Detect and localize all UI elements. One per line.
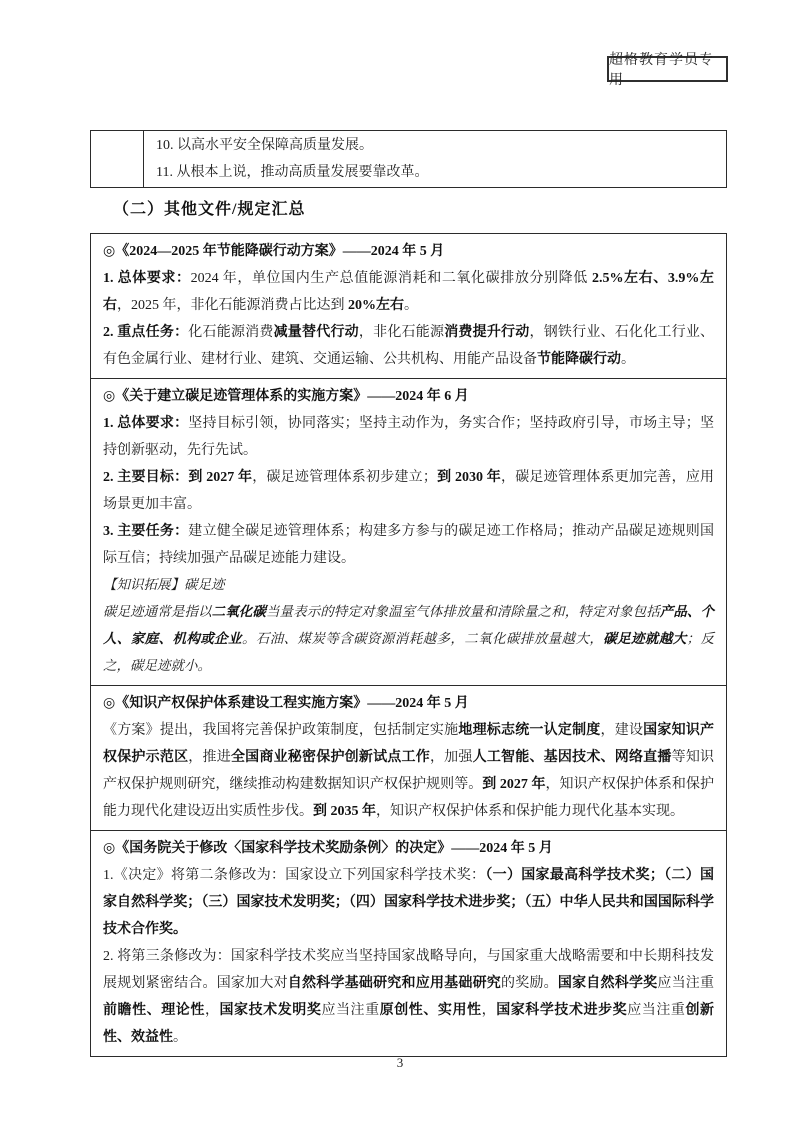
table-row: 10. 以高水平安全保障高质量发展。 [156, 138, 373, 153]
top-table-content-cell [144, 131, 726, 187]
header-badge [607, 53, 728, 88]
doc-paragraph: 1. 总体要求：坚持目标引领，协同落实；坚持主动作为，务实合作；坚持政府引导，市场主导；坚持创新驱动，先行先试。 [103, 416, 715, 458]
doc-paragraph: 1. 总体要求：2024 年，单位国内生产总值能源消耗和二氧化碳排放分别降低 2.5%左右、3.9%左右，2025 年，非化石能源消费占比达到 20%左右。 [103, 271, 715, 313]
doc-section-title: ◎《知识产权保护体系建设工程实施方案》——2024 年 5 月 [103, 696, 469, 711]
doc-paragraph: 2. 主要目标：到 2027 年，碳足迹管理体系初步建立；到 2030 年，碳足迹管理体系更加完善，应用场景更加丰富。 [103, 470, 715, 512]
doc-paragraph: 《方案》提出，我国将完善保护政策制度，包括制定实施地理标志统一认定制度，建设国家知识产权保护示范区，推进全国商业秘密保护创新试点工作，加强人工智能、基因技术、网络直播等知识产权保护规则研究，继续推动构建数据知识产权保护规则等。到 2027 年，知识产权保护体系和保护能力现代化建设迈出实质性步伐。到 2035 年，知识产权保护体系和保护能力现代化基本实现。 [103, 723, 715, 819]
doc-paragraph: 2. 将第三条修改为：国家科学技术奖应当坚持国家战略导向，与国家重大战略需要和中长期科技发展规划紧密结合。国家加大对自然科学基础研究和应用基础研究的奖励。国家自然科学奖应当注重前瞻性、理论性，国家技术发明奖应当注重原创性、实用性，国家科学技术进步奖应当注重创新性、效益性。 [103, 949, 715, 1045]
knowledge-note-title: 【知识拓展】碳足迹 [103, 577, 225, 593]
doc-paragraph: 1.《决定》将第二条修改为：国家设立下列国家科学技术奖：（一）国家最高科学技术奖；（二）国家自然科学奖；（三）国家技术发明奖；（四）国家科学技术进步奖；（五）中华人民共和国国际科学技术合作奖。 [103, 868, 715, 937]
doc-section-title: ◎《国务院关于修改〈国家科学技术奖励条例〉的决定》——2024 年 5 月 [103, 841, 553, 856]
doc-section-ip-protection [91, 686, 726, 831]
doc-section-title: ◎《关于建立碳足迹管理体系的实施方案》——2024 年 6 月 [103, 389, 469, 404]
table-row: 11. 从根本上说，推动高质量发展要靠改革。 [156, 165, 429, 180]
knowledge-note-body: 碳足迹通常是指以二氧化碳当量表示的特定对象温室气体排放量和清除量之和，特定对象包括产品、个人、家庭、机构或企业。石油、煤炭等含碳资源消耗越多，二氧化碳排放量越大，碳足迹就越大；反之，碳足迹就小。 [103, 604, 715, 674]
doc-paragraph: 2. 重点任务：化石能源消费减量替代行动，非化石能源消费提升行动，钢铁行业、石化化工行业、有色金属行业、建材行业、建筑、交通运输、公共机构、用能产品设备节能降碳行动。 [103, 325, 715, 367]
header-badge-text: 超格教育学员专用 [609, 53, 714, 88]
doc-section-title: ◎《2024—2025 年节能降碳行动方案》——2024 年 5 月 [103, 244, 445, 259]
doc-paragraph: 3. 主要任务：建立健全碳足迹管理体系；构建多方参与的碳足迹工作格局；推动产品碳足迹规则国际互信；持续加强产品碳足迹能力建设。 [103, 524, 715, 566]
page-number: 3 [396, 1055, 404, 1070]
top-table-left-cell [91, 131, 144, 187]
doc-section-carbon-footprint [91, 379, 726, 686]
top-table [90, 130, 727, 188]
doc-section-sci-tech-awards [91, 831, 726, 1056]
section-heading: （二）其他文件/规定汇总 [113, 201, 306, 218]
doc-section-energy-saving [91, 234, 726, 379]
summary-table [90, 233, 727, 1057]
